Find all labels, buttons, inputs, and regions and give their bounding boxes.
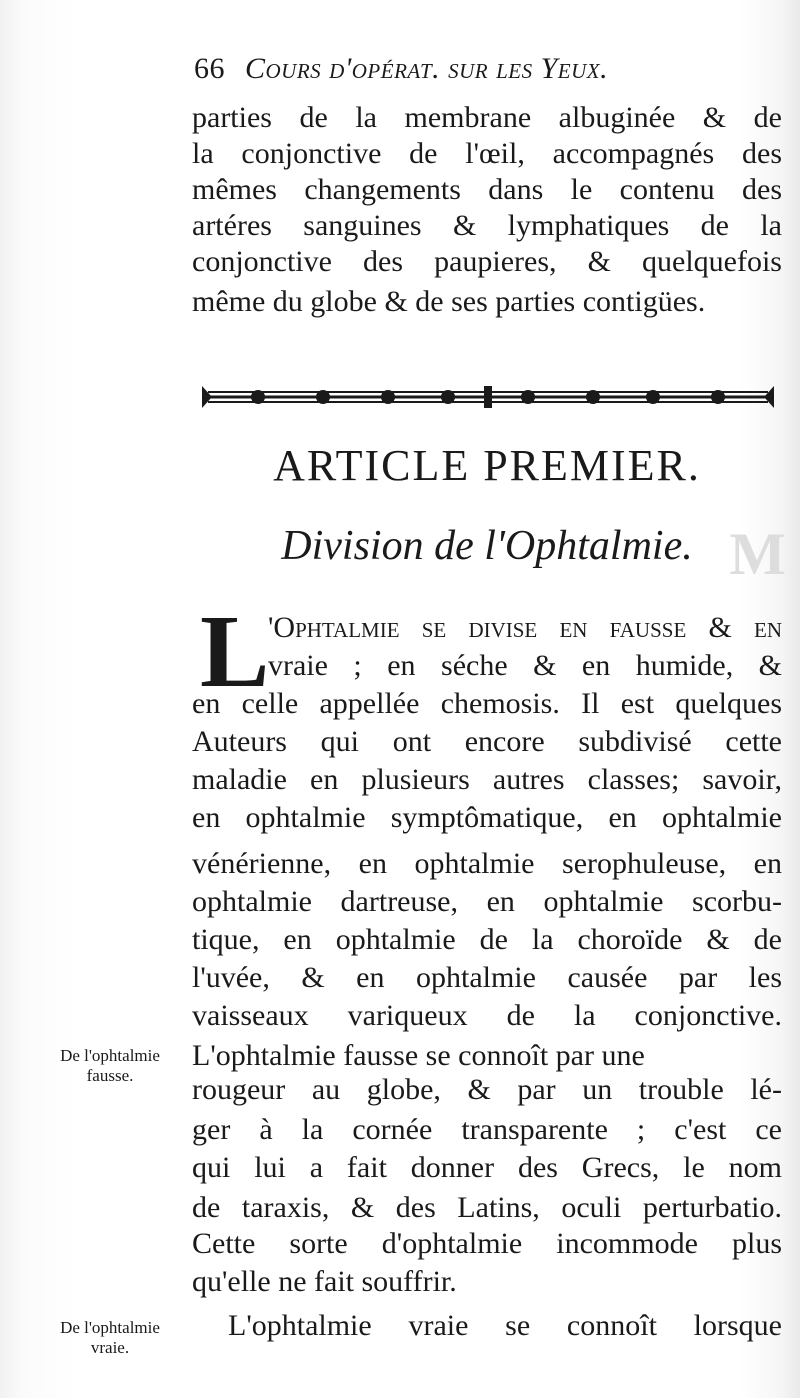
running-header [194, 52, 784, 86]
page-number: 66 [194, 52, 225, 85]
text-line: L'ophtalmie fausse se connoît par une [192, 1039, 645, 1072]
running-title: Cours d'opérat. sur les Yeux. [245, 52, 609, 85]
text-line: conjonctive des paupieres, & quelquefois [192, 245, 782, 278]
text-line: en ophtalmie symptômatique, en ophtalmie [192, 801, 782, 834]
article-heading: ARTICLE PREMIER. [273, 441, 701, 490]
text-line: parties de la membrane albuginée & de [192, 101, 782, 134]
text-line: Auteurs qui ont encore subdivisé cette [192, 725, 782, 758]
text-line: tique, en ophtalmie de la choroïde & de [192, 923, 782, 956]
text-line: L'ophtalmie vraie se connoît lorsque [228, 1309, 782, 1342]
show-through-mark: M [729, 521, 786, 587]
drop-cap: L [200, 594, 270, 709]
text-line: ger à la cornée transparente ; c'est ce [192, 1113, 782, 1146]
margin-note: De l'ophtalmie vraie. [60, 1318, 160, 1357]
text-line: Cette sorte d'ophtalmie incommode plus [192, 1227, 782, 1260]
article-subheading: Division de l'Ophtalmie. [281, 523, 693, 569]
text-line: de taraxis, & des Latins, oculi perturbatio. [192, 1191, 782, 1224]
text-line: qui lui a fait donner des Grecs, le nom [192, 1151, 782, 1184]
text-line: 'Ophtalmie se divise en fausse & en [268, 611, 782, 644]
text-line: mêmes changements dans le contenu des [192, 173, 782, 206]
margin-note: De l'ophtalmie fausse. [60, 1046, 160, 1085]
text-line: même du globe & de ses parties contigües. [192, 285, 706, 318]
text-line: vraie ; en séche & en humide, & [268, 649, 782, 682]
text-line: vaisseaux variqueux de la conjonctive. [192, 999, 782, 1032]
text-line: en celle appellée chemosis. Il est quelques [192, 687, 782, 720]
text-line: qu'elle ne fait souffrir. [192, 1265, 457, 1298]
text-line: vénérienne, en ophtalmie serophuleuse, en [192, 847, 782, 880]
text-line: ophtalmie dartreuse, en ophtalmie scorbu- [192, 885, 782, 918]
text-line: maladie en plusieurs autres classes; savoir, [192, 763, 782, 796]
text-line: rougeur au globe, & par un trouble lé- [192, 1073, 782, 1106]
text-line: artéres sanguines & lymphatiques de la [192, 209, 782, 242]
ornamental-divider [198, 382, 778, 412]
text-line: la conjonctive de l'œil, accompagnés des [192, 137, 782, 170]
text-line: l'uvée, & en ophtalmie causée par les [192, 961, 782, 994]
